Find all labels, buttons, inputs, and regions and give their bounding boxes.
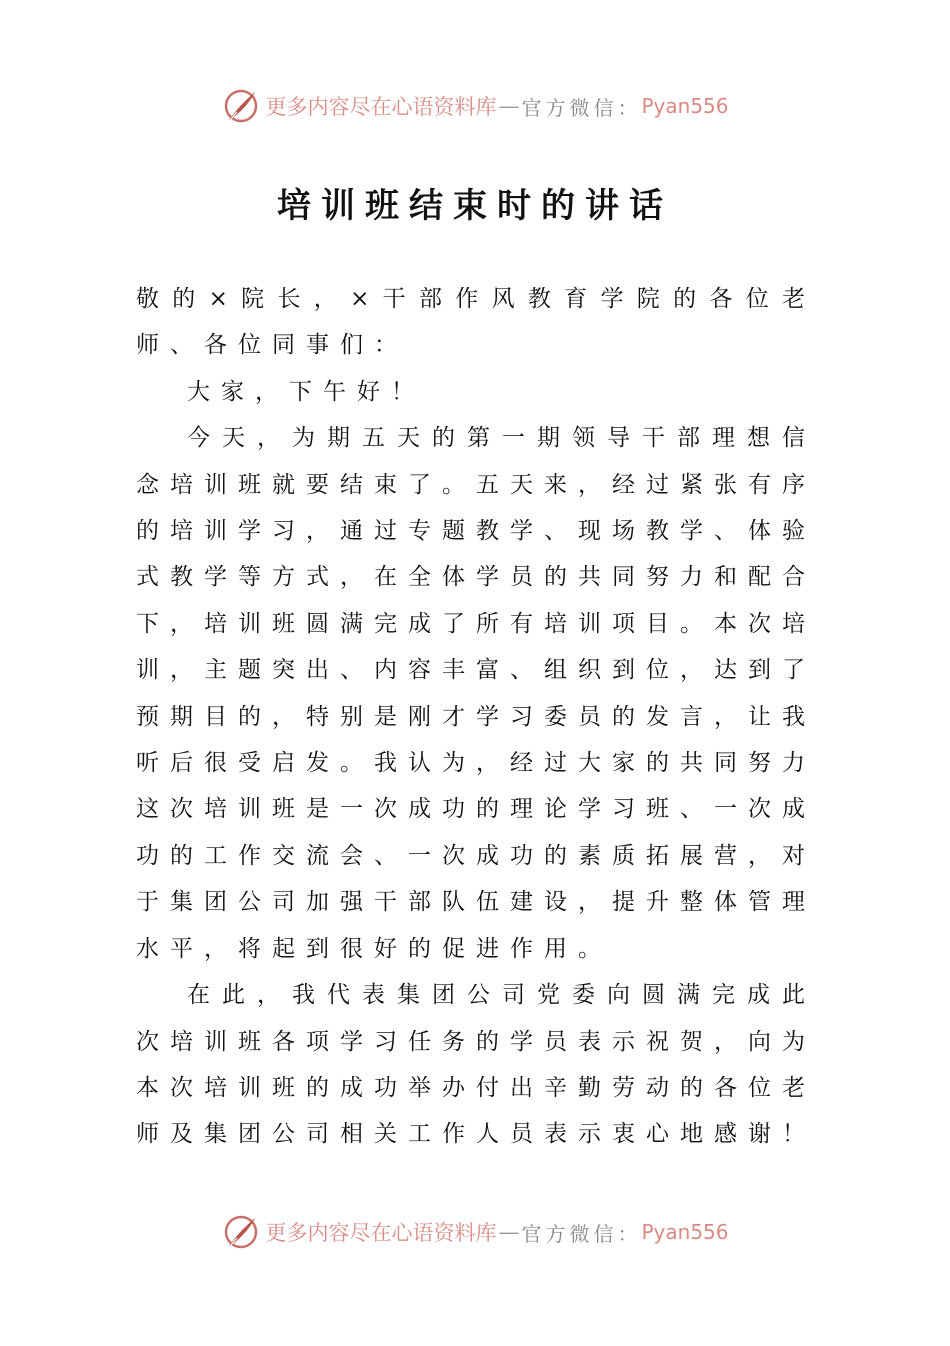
footer-watermark-banner (0, 1210, 950, 1254)
header-watermark-banner (0, 84, 950, 128)
banner-dash: — (498, 94, 520, 118)
document-body (136, 276, 816, 1158)
salutation: 敬的×院长，×干部作风教育学院的各位老师、各位同事们： (136, 286, 816, 359)
wechat-id: Pyan556 (641, 1220, 729, 1244)
paragraph-1: 今天，为期五天的第一期领导干部理想信念培训班就要结束了。五天来，经过紧张有序的培训学习，通过专题教学、现场教学、体验式教学等方式，在全体学员的共同努力和配合下，培训班圆满完成了所有培训项目。本次培训，主题突出、内容丰富、组织到位，达到了预期目的，特别是刚才学习委员的发言，让我听后很受启发。我认为，经过大家的共同努力这次培训班是一次成功的理论学习班、一次成功的工作交流会、一次成功的素质拓展营，对于集团公司加强干部队伍建设，提升整体管理水平，将起到很好的促进作用。 (136, 425, 816, 962)
wechat-id: Pyan556 (641, 94, 729, 118)
official-wechat-label: 官方微信： (521, 95, 642, 120)
quill-pen-logo-icon (221, 1212, 261, 1252)
official-wechat-label: 官方微信： (521, 1221, 642, 1246)
brand-text: 更多内容尽在心语资料库 (265, 95, 497, 119)
banner-dash: — (498, 1220, 520, 1244)
paragraph-2: 在此，我代表集团公司党委向圆满完成此次培训班各项学习任务的学员表示祝贺，向为本次培训班的成功举办付出辛勤劳动的各位老师及集团公司相关工作人员表示衷心地感谢！ (136, 982, 816, 1148)
quill-pen-logo-icon (221, 86, 261, 126)
greeting: 大家，下午好！ (187, 378, 425, 405)
document-title: 培训班结束时的讲话 (277, 186, 673, 226)
brand-text: 更多内容尽在心语资料库 (265, 1221, 497, 1245)
